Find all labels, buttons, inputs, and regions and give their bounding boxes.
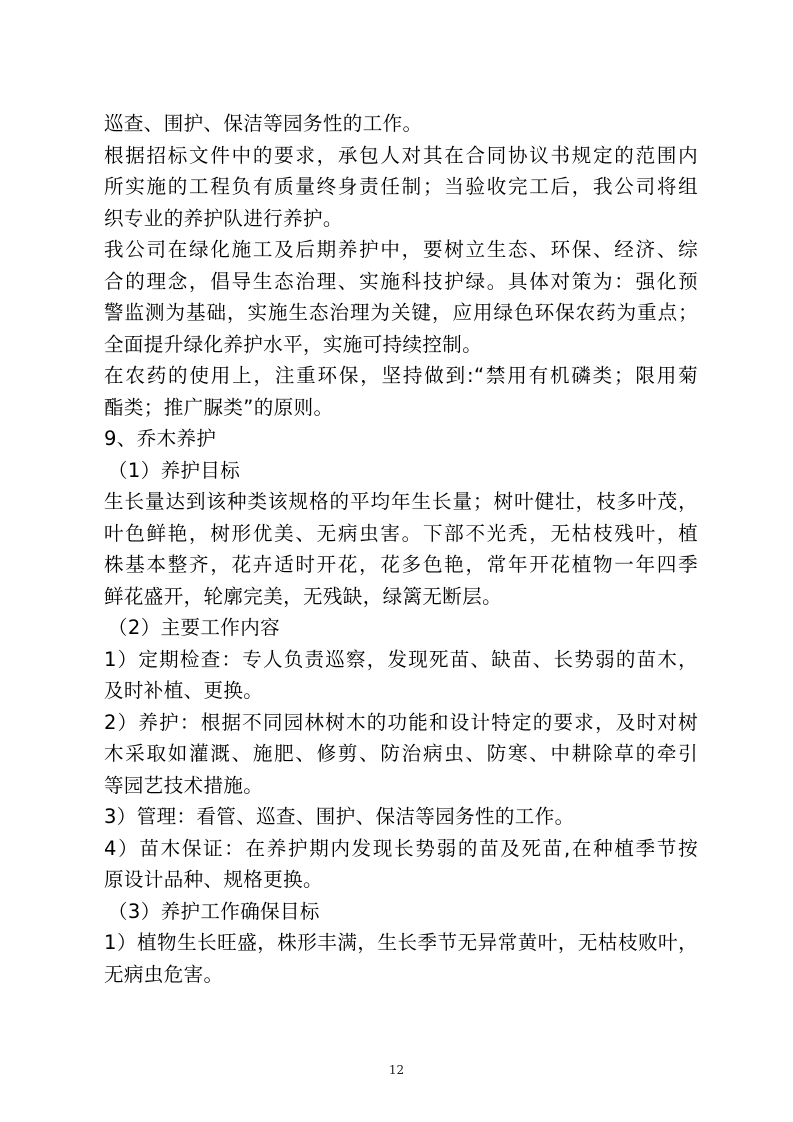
subsection-heading: （1）养护目标 xyxy=(108,458,241,482)
text-line: 2）养护：根据不同园林树木的功能和设计特定的要求，及时对树 xyxy=(104,710,698,734)
text-line: 全面提升绿化养护水平，实施可持续控制。 xyxy=(104,332,483,356)
text-line: 警监测为基础，实施生态治理为关键，应用绿色环保农药为重点； xyxy=(104,301,698,324)
text-line: 木采取如灌溉、施肥、修剪、防治病虫、防寒、中耕除草的牵引 xyxy=(104,742,698,765)
text-line: 合的理念，倡导生态治理、实施科技护绿。具体对策为：强化预 xyxy=(104,269,698,293)
text-line: 根据招标文件中的要求，承包人对其在合同协议书规定的范围内 xyxy=(104,143,698,167)
subsection-heading: （2）主要工作内容 xyxy=(108,616,281,639)
text-line: 1）植物生长旺盛，株形丰满，生长季节无异常黄叶，无枯枝败叶， xyxy=(104,931,698,954)
page-number: 12 xyxy=(388,1063,405,1077)
text-line: 叶色鲜艳，树形优美、无病虫害。下部不光秃，无枯枝残叶，植 xyxy=(104,521,698,545)
subsection-heading: （3）养护工作确保目标 xyxy=(108,899,320,923)
text-line: 1）定期检查：专人负责巡察，发现死苗、缺苗、长势弱的苗木， xyxy=(104,647,698,671)
section-heading: 9、乔木养护 xyxy=(104,427,217,450)
text-line: 无病虫危害。 xyxy=(104,962,224,986)
text-line: 织专业的养护队进行养护。 xyxy=(104,206,343,230)
text-line: 巡查、围护、保洁等园务性的工作。 xyxy=(104,112,423,135)
text-line: 生长量达到该种类该规格的平均年生长量；树叶健壮，枝多叶茂， xyxy=(104,490,698,513)
text-line: 原设计品种、规格更换。 xyxy=(104,868,323,891)
text-line: 3）管理：看管、巡查、围护、保洁等园务性的工作。 xyxy=(104,805,575,828)
text-line: 酯类；推广脲类”的原则。 xyxy=(104,395,334,419)
text-line: 株基本整齐，花卉适时开花，花多色艳，常年开花植物一年四季 xyxy=(104,553,698,576)
text-line: 鲜花盛开，轮廓完美，无残缺，绿篱无断层。 xyxy=(104,584,503,608)
text-line: 及时补植、更换。 xyxy=(104,679,264,702)
text-line: 所实施的工程负有质量终身责任制；当验收完工后，我公司将组 xyxy=(104,175,698,198)
text-line: 等园艺技术措施。 xyxy=(104,773,264,797)
text-line: 在农药的使用上，注重环保，坚持做到:“禁用有机磷类；限用菊 xyxy=(104,364,698,387)
text-line: 4）苗木保证：在养护期内发现长势弱的苗及死苗,在种植季节按 xyxy=(104,836,698,860)
document-body xyxy=(104,108,698,990)
text-line: 我公司在绿化施工及后期养护中，要树立生态、环保、经济、综 xyxy=(104,238,698,261)
